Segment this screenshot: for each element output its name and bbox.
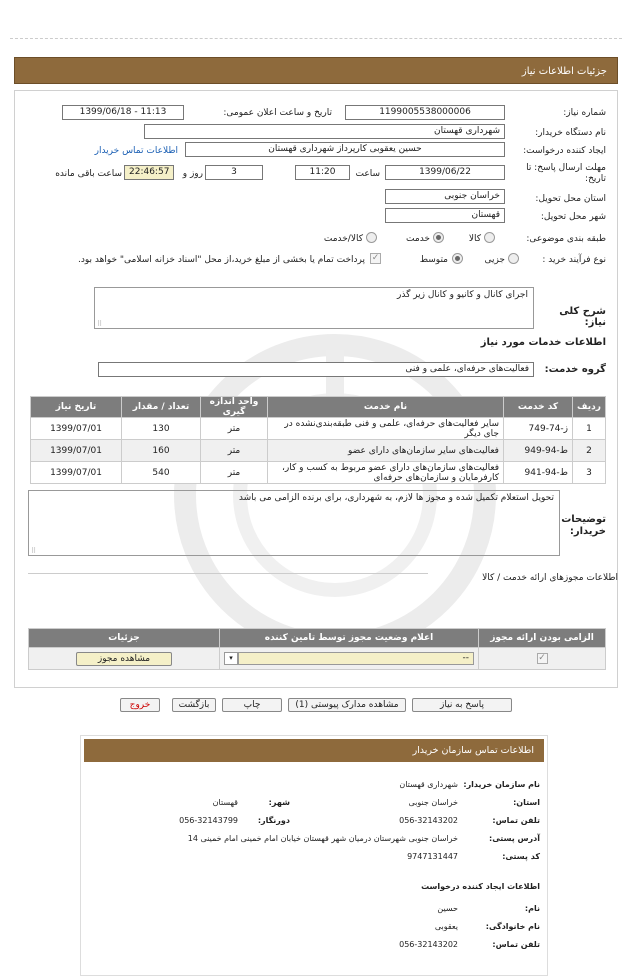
services-section-title: اطلاعات خدمات مورد نیاز <box>480 337 606 348</box>
notes-text: تحویل استعلام تکمیل شده و مجوز ها لازم، به شهرداری، برای برنده الزامی می باشد <box>238 493 554 503</box>
deadline-label: مهلت ارسال پاسخ: تا <box>526 163 606 173</box>
card-family: یعقوبی <box>434 922 458 931</box>
table-row <box>31 418 606 440</box>
chevron-down-icon[interactable]: ▾ <box>224 652 238 665</box>
need-no-label: شماره نیاز: <box>563 108 606 118</box>
category-radio-both[interactable] <box>366 232 377 243</box>
deadline-date-field: 1399/06/22 <box>385 165 505 180</box>
row-code: ط-94-941 <box>504 462 573 484</box>
card-fax-label: دورنگار: <box>257 816 290 825</box>
permit-col-status: اعلام وضعیت مجوز توسط تامین کننده <box>220 629 479 648</box>
row-date: 1399/07/01 <box>31 462 122 484</box>
city-field: قهستان <box>385 208 505 223</box>
notes-label-1: توضیحات <box>561 514 606 525</box>
row-qty: 130 <box>122 418 201 440</box>
card-city: قهستان <box>212 798 238 807</box>
card-address: خراسان جنوبی شهرستان درمیان شهر قهستان خیابان امام خمینی امام خمینی 14 <box>187 834 458 843</box>
notes-textarea[interactable] <box>28 490 560 556</box>
remaining-time-field: 22:46:57 <box>124 165 174 180</box>
card-postal-label: کد پستی: <box>502 852 540 861</box>
announce-field: 1399/06/18 - 11:13 <box>62 105 184 120</box>
row-date: 1399/07/01 <box>31 418 122 440</box>
creator-label: ایجاد کننده درخواست: <box>523 146 606 156</box>
permit-details-cell <box>29 648 220 670</box>
card-creator-title: اطلاعات ایجاد کننده درخواست <box>421 882 540 891</box>
page-header: جزئیات اطلاعات نیاز <box>14 57 618 84</box>
card-phone: 056-32143202 <box>399 816 458 825</box>
table-row <box>31 440 606 462</box>
col-code: کد خدمت <box>504 397 573 418</box>
process-label: نوع فرآیند خرید : <box>542 255 606 265</box>
row-name: سایر فعالیت‌های حرفه‌ای، علمی و فنی طبقه‌بندی‌نشده در جای دیگر <box>268 418 504 440</box>
permit-col-required: الزامی بودن ارائه مجوز <box>479 629 606 648</box>
category-option-goods: کالا <box>468 234 481 244</box>
creator-field: حسین یعقوبی کارپرداز شهرداری قهستان <box>185 142 505 157</box>
row-unit: متر <box>201 462 268 484</box>
row-unit: متر <box>201 440 268 462</box>
buyer-contact-link[interactable]: اطلاعات تماس خریدار <box>94 146 178 156</box>
print-button[interactable]: چاپ <box>222 698 282 712</box>
card-org: شهرداری قهستان <box>399 780 458 789</box>
days-label: روز و <box>182 169 203 179</box>
service-group-label: گروه خدمت: <box>544 364 606 375</box>
service-group-field: فعالیت‌های حرفه‌ای، علمی و فنی <box>98 362 534 377</box>
process-option-medium: متوسط <box>419 255 448 265</box>
exit-button[interactable]: خروج <box>120 698 160 712</box>
back-button[interactable]: بازگشت <box>172 698 216 712</box>
permits-table <box>28 628 606 670</box>
days-field: 3 <box>205 165 263 180</box>
summary-textarea[interactable] <box>94 287 534 329</box>
row-qty: 540 <box>122 462 201 484</box>
card-name-label: نام: <box>524 904 540 913</box>
buyer-org-field: شهرداری قهستان <box>144 124 505 139</box>
summary-text: اجرای کانال و کانیو و کانال زیر گذر <box>397 290 528 300</box>
attachments-button[interactable]: مشاهده مدارک پیوستی (1) <box>288 698 406 712</box>
permits-divider <box>28 573 428 574</box>
col-index: ردیف <box>573 397 606 418</box>
city-label: شهر محل تحویل: <box>540 212 606 222</box>
card-province-label: استان: <box>513 798 540 807</box>
deadline-time-field: 11:20 <box>295 165 350 180</box>
col-name: نام خدمت <box>268 397 504 418</box>
resize-handle-icon[interactable]: ⠿ <box>31 547 37 555</box>
card-province: خراسان جنوبی <box>408 798 458 807</box>
time-label: ساعت <box>355 169 380 179</box>
process-radio-minor[interactable] <box>508 253 519 264</box>
province-field: خراسان جنوبی <box>385 189 505 204</box>
remaining-time-label: ساعت باقی مانده <box>55 169 122 179</box>
summary-label: شرح کلی نیاز: <box>559 306 606 328</box>
row-unit: متر <box>201 418 268 440</box>
resize-handle-icon[interactable]: ⠿ <box>97 320 103 328</box>
card-creator-phone: 056-32143202 <box>399 940 458 949</box>
treasury-checkbox[interactable]: ✓ <box>371 253 380 263</box>
permit-required-cell <box>479 648 606 670</box>
process-option-minor: جزیی <box>484 255 505 265</box>
row-name: فعالیت‌های سایر سازمان‌های دارای عضو <box>268 440 504 462</box>
row-code: ط-94-949 <box>504 440 573 462</box>
col-date: تاریخ نیاز <box>31 397 122 418</box>
buyer-org-label: نام دستگاه خریدار: <box>535 128 606 138</box>
card-postal: 9747131447 <box>407 852 458 861</box>
permit-status-select[interactable]: -- <box>238 652 474 665</box>
row-index: 1 <box>573 418 606 440</box>
permit-status-cell <box>220 648 479 670</box>
permit-required-checkbox: ✓ <box>538 653 546 663</box>
category-option-both: کالا/خدمت <box>323 234 363 244</box>
card-creator-phone-label: تلفن تماس: <box>492 940 540 949</box>
category-radio-service[interactable] <box>433 232 444 243</box>
contact-card-title: اطلاعات تماس سازمان خریدار <box>84 739 544 762</box>
reply-button[interactable]: پاسخ به نیاز <box>412 698 512 712</box>
notes-label-2: خریدار: <box>569 526 606 537</box>
permit-col-details: جزئیات <box>29 629 220 648</box>
province-label: استان محل تحویل: <box>535 194 606 204</box>
row-index: 3 <box>573 462 606 484</box>
category-radio-goods[interactable] <box>484 232 495 243</box>
need-no-field: 1199005538000006 <box>345 105 505 120</box>
category-option-service: خدمت <box>406 234 430 244</box>
table-row <box>29 648 606 670</box>
row-code: ز-74-749 <box>504 418 573 440</box>
permits-section-title: اطلاعات مجوزهای ارائه خدمت / کالا <box>482 573 618 583</box>
card-fax: 056-32143799 <box>179 816 238 825</box>
card-phone-label: تلفن تماس: <box>492 816 540 825</box>
category-label: طبقه بندی موضوعی: <box>526 234 606 244</box>
deadline-date-label: تاریخ: <box>585 174 606 184</box>
row-date: 1399/07/01 <box>31 440 122 462</box>
card-city-label: شهر: <box>268 798 290 807</box>
row-index: 2 <box>573 440 606 462</box>
card-address-label: آدرس پستی: <box>489 834 540 843</box>
process-radio-medium[interactable] <box>452 253 463 264</box>
services-table <box>30 396 606 484</box>
card-name: حسین <box>437 904 458 913</box>
top-divider <box>10 38 622 39</box>
row-name: فعالیت‌های سازمان‌های دارای عضو مربوط به کسب و کار، کارفرمایان و سازمان‌های حرفه‌ای <box>268 462 504 484</box>
payment-note: پرداخت تمام یا بخشی از مبلغ خرید،از محل "اسناد خزانه اسلامی" خواهد بود. <box>77 255 365 265</box>
view-permit-button[interactable]: مشاهده مجوز <box>76 652 172 666</box>
table-row <box>31 462 606 484</box>
announce-label: تاریخ و ساعت اعلان عمومی: <box>223 108 332 118</box>
col-unit: واحد اندازه گیری <box>201 397 268 418</box>
row-qty: 160 <box>122 440 201 462</box>
col-qty: تعداد / مقدار <box>122 397 201 418</box>
card-family-label: نام خانوادگی: <box>485 922 540 931</box>
card-org-label: نام سازمان خریدار: <box>463 780 540 789</box>
